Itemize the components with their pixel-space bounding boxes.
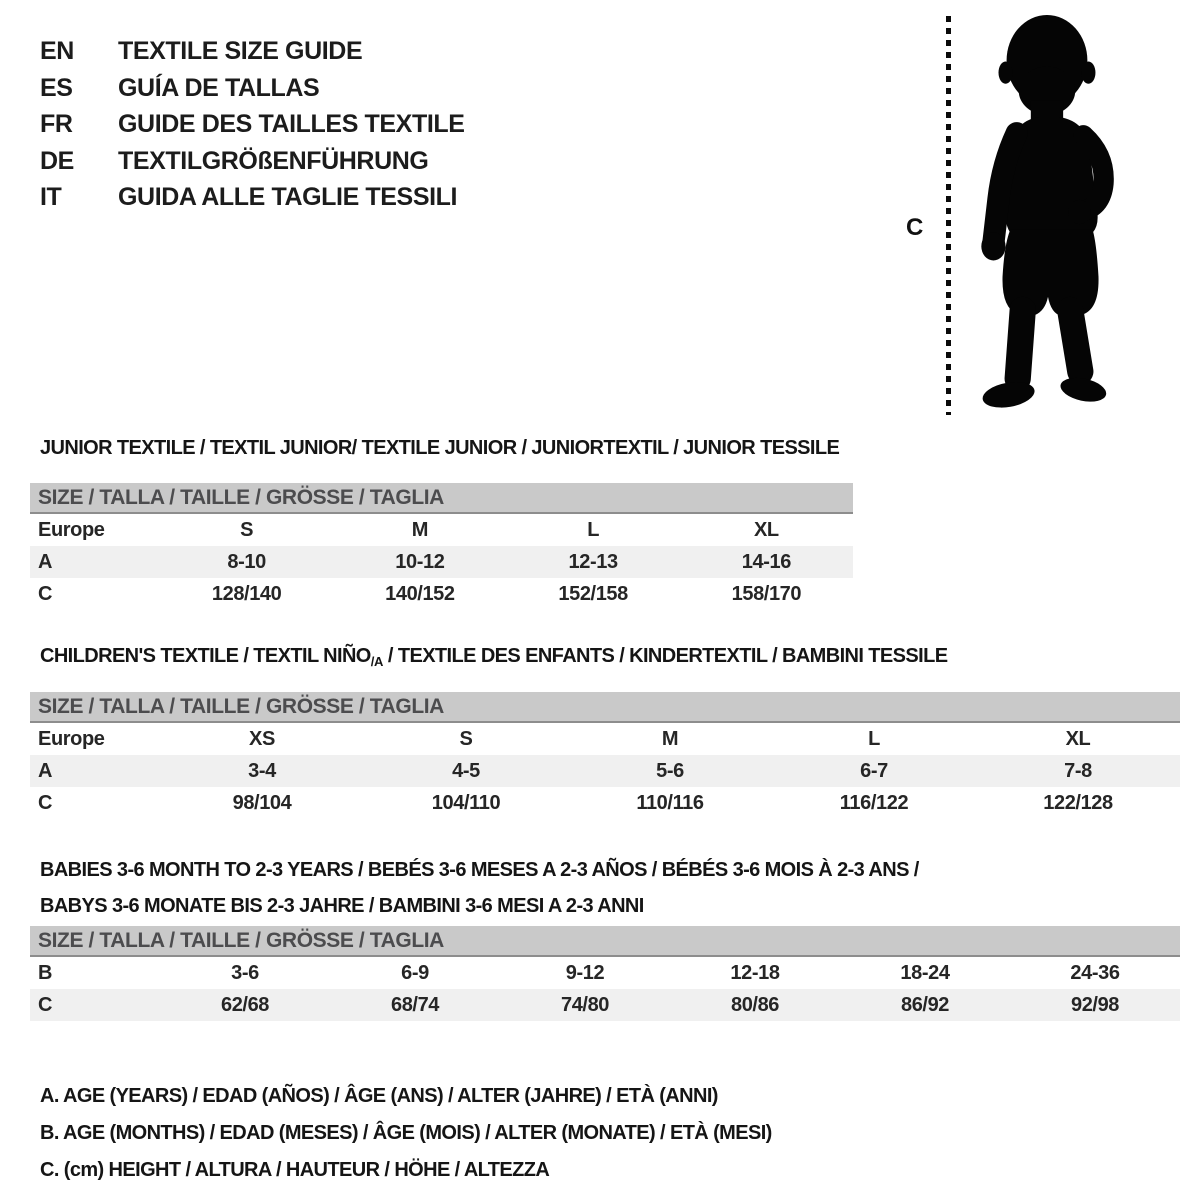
table-cell: 9-12 [565,961,605,984]
table-cell: M [411,518,428,541]
table-cell: S [459,727,473,750]
table-cell: 62/68 [220,993,270,1016]
table-cell: 86/92 [900,993,950,1016]
table-cell: 74/80 [560,993,610,1016]
height-measure-dashed-line [946,16,951,415]
guide-title: GUIDE DES TAILLES TEXTILE [118,110,465,139]
table-cell: 6-9 [401,961,429,984]
language-code: IT [40,183,62,212]
table-cell: 104/110 [431,791,501,814]
table-cell: 140/152 [385,582,455,605]
table-row [30,578,853,610]
table-row [30,787,1180,819]
table-cell: 6-7 [860,759,888,782]
table-row [30,546,853,578]
table-cell: 18-24 [900,961,950,984]
table-cell: 152/158 [558,582,628,605]
guide-title: TEXTILGRÖßENFÜHRUNG [118,146,429,175]
table-cell: 3-4 [248,759,276,782]
children-heading-sub: /A [370,654,383,669]
table-cell: XS [249,727,275,750]
table-cell: 110/116 [636,791,704,814]
legend-line-c: C. (cm) HEIGHT / ALTURA / HAUTEUR / HÖHE / ALTEZZA [40,1159,550,1181]
row-label: A [38,550,53,573]
table-cell: 80/86 [730,993,780,1016]
language-code: FR [40,110,73,139]
guide-title: GUIDA ALLE TAGLIE TESSILI [118,183,458,212]
size-header-bar: SIZE / TALLA / TAILLE / GRÖSSE / TAGLIA [30,483,853,513]
table-cell: 7-8 [1064,759,1092,782]
table-cell: 24-36 [1070,961,1120,984]
table-cell: 122/128 [1043,791,1113,814]
guide-title: GUÍA DE TALLAS [118,73,320,102]
table-cell: 92/98 [1070,993,1120,1016]
table-cell: 4-5 [452,759,480,782]
size-header-bar: SIZE / TALLA / TAILLE / GRÖSSE / TAGLIA [30,926,1180,956]
children-section-heading [40,644,947,674]
table-cell: 116/122 [839,791,909,814]
table-cell: 12-13 [568,550,618,573]
list-item [40,33,465,70]
row-label: C [38,582,53,605]
table-cell: 10-12 [395,550,445,573]
table-cell: L [587,518,600,541]
row-label: Europe [38,518,105,541]
legend-line-a: A. AGE (YEARS) / EDAD (AÑOS) / ÂGE (ANS) / ALTER (JAHRE) / ETÀ (ANNI) [40,1085,718,1107]
row-label: B [38,961,53,984]
size-header-bar: SIZE / TALLA / TAILLE / GRÖSSE / TAGLIA [30,692,1180,722]
measurement-legend [40,1078,772,1189]
table-cell: 14-16 [741,550,791,573]
babies-heading-line1: BABIES 3-6 MONTH TO 2-3 YEARS / BEBÉS 3-6 MESES A 2-3 AÑOS / BÉBÉS 3-6 MOIS À 2-3 ANS / [40,859,919,881]
table-row [30,722,1180,755]
junior-section-heading: JUNIOR TEXTILE / TEXTIL JUNIOR/ TEXTILE JUNIOR / JUNIORTEXTIL / JUNIOR TESSILE [40,437,840,459]
list-item [40,143,465,180]
junior-size-table [30,483,853,610]
list-item [40,106,465,143]
row-label: Europe [38,727,105,750]
table-row [30,989,1180,1021]
list-item [40,179,465,216]
table-cell: 5-6 [656,759,684,782]
children-heading-post: / TEXTILE DES ENFANTS / KINDERTEXTIL / BAMBINI TESSILE [382,645,948,667]
table-cell: S [240,518,254,541]
table-cell: L [868,727,880,750]
legend-line-b: B. AGE (MONTHS) / EDAD (MESES) / ÂGE (MOIS) / ALTER (MONATE) / ETÀ (MESI) [40,1122,772,1144]
table-row [30,755,1180,787]
table-row [30,513,853,546]
height-measure-label: C [906,214,923,241]
row-label: A [38,759,53,782]
table-cell: 158/170 [731,582,802,605]
toddler-silhouette-icon [958,12,1140,416]
table-cell: 12-18 [730,961,780,984]
babies-size-table [30,926,1180,1021]
table-cell: 8-10 [227,550,266,573]
language-code: ES [40,73,73,102]
table-cell: XL [1065,727,1091,750]
row-label: C [38,993,53,1016]
table-cell: 98/104 [232,791,292,814]
table-cell: M [661,727,679,750]
language-code: EN [40,37,74,65]
row-label: C [38,791,53,814]
guide-title: TEXTILE SIZE GUIDE [118,37,363,65]
table-row [30,956,1180,989]
table-cell: XL [753,518,779,541]
children-size-table [30,692,1180,819]
babies-heading-line2: BABYS 3-6 MONATE BIS 2-3 JAHRE / BAMBINI 3-6 MESI A 2-3 ANNI [40,895,644,917]
table-cell: 68/74 [390,993,440,1016]
children-heading-pre: CHILDREN'S TEXTILE / TEXTIL NIÑO [40,645,371,667]
babies-section-heading [40,852,919,924]
table-cell: 3-6 [231,961,259,984]
language-title-list [40,33,465,216]
language-code: DE [40,146,74,175]
table-cell: 128/140 [211,582,282,605]
list-item [40,70,465,107]
